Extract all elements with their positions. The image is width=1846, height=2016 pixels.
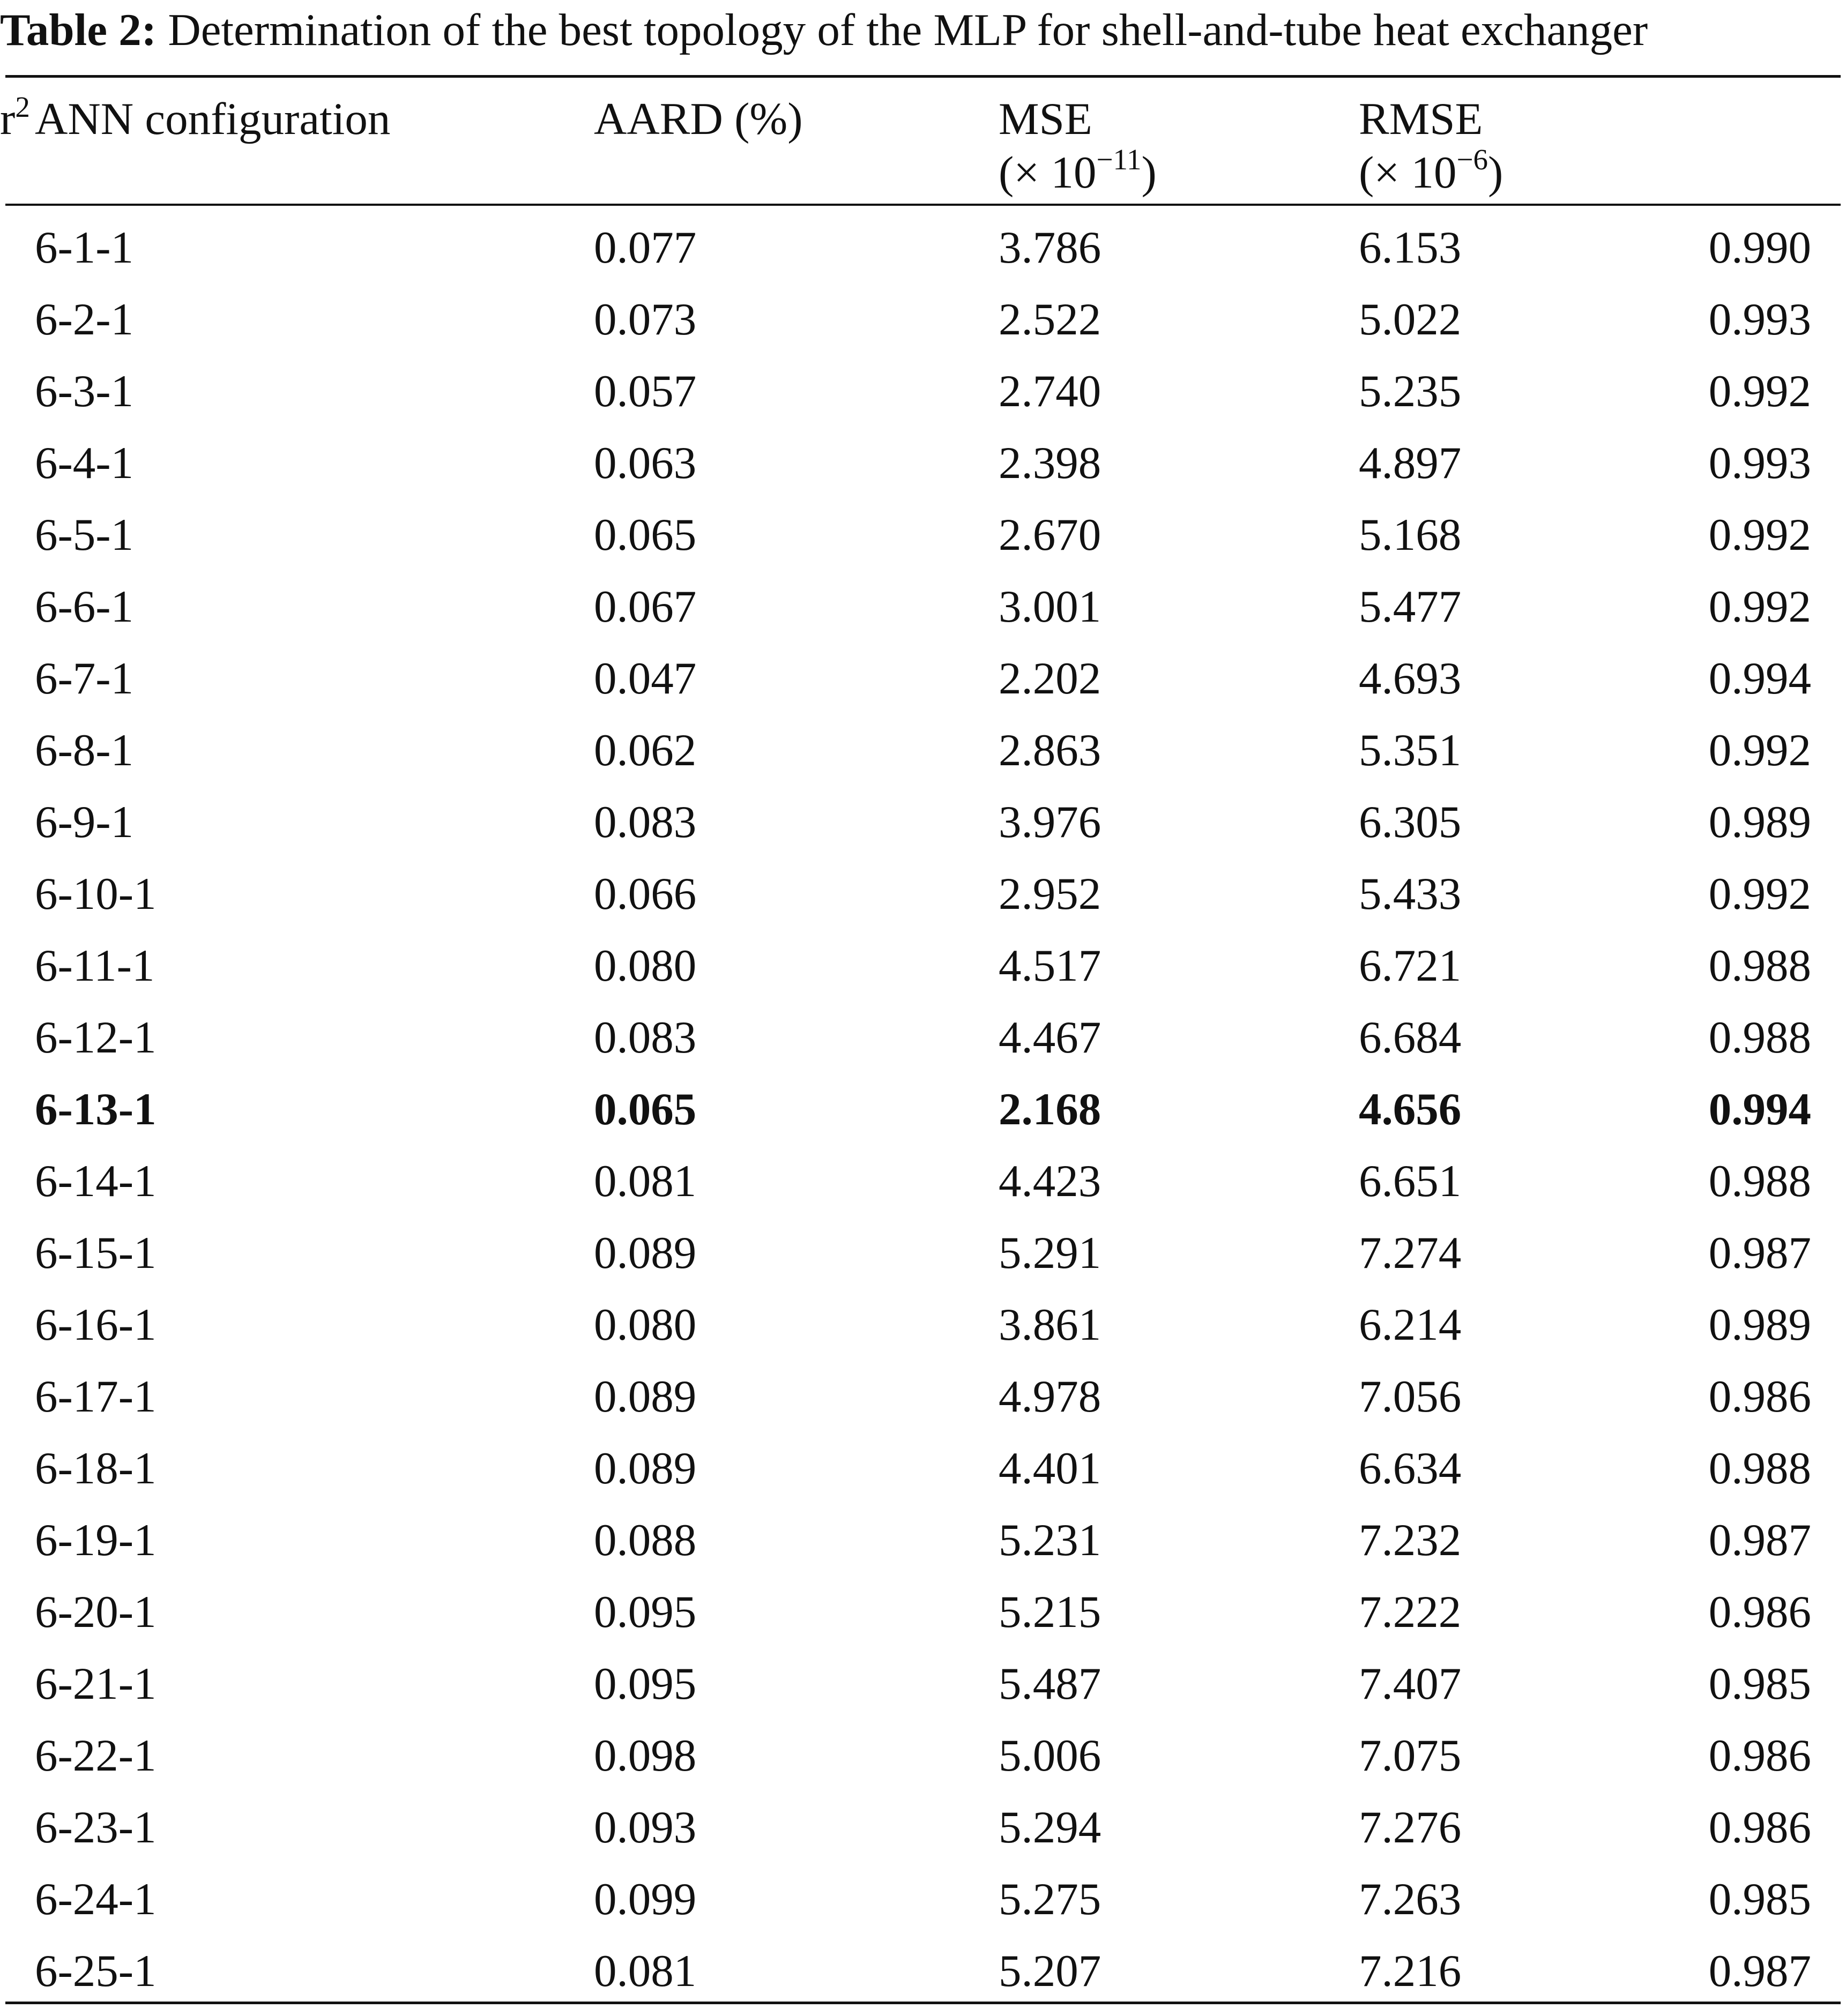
cell-rmse: 6.651 [1359,1156,1462,1206]
cell-config: 6-5-1 [35,510,134,560]
cell-config: 6-17-1 [35,1371,157,1422]
header-mse-scale: (× $10^{-11}$) [999,143,1157,198]
table-row [0,1011,1846,1082]
cell-config: 6-20-1 [35,1587,157,1637]
cell-mse: 2.740 [999,366,1101,416]
cell-rmse: 5.168 [1359,510,1462,560]
cell-mse: 3.976 [999,797,1101,847]
cell-mse: 5.006 [999,1730,1101,1781]
header-rule [5,204,1841,206]
header-rmse-label: RMSE [1359,94,1483,144]
cell-aard: 0.057 [594,366,697,416]
table-row [0,364,1846,436]
cell-mse: 2.202 [999,653,1101,704]
cell-aard: 0.066 [594,869,697,919]
cell-config: 6-2-1 [35,294,134,345]
cell-mse: 4.517 [999,940,1101,991]
header-rmse-scale: (× $10^{-6}$) [1359,143,1503,198]
table-row [0,795,1846,867]
table-row [0,1872,1846,1944]
cell-r2: 0.986 [1708,1587,1811,1637]
cell-config: 6-14-1 [35,1156,157,1206]
table-row [0,293,1846,364]
cell-r2: 0.986 [1708,1730,1811,1781]
cell-rmse: 5.477 [1359,581,1462,632]
cell-rmse: 6.684 [1359,1012,1462,1063]
cell-r2: 0.987 [1708,1946,1811,1996]
cell-rmse: 5.433 [1359,869,1462,919]
cell-config: 6-11-1 [35,940,155,991]
table-row [0,939,1846,1011]
cell-rmse: 7.232 [1359,1515,1462,1565]
cell-config: 6-19-1 [35,1515,157,1565]
cell-r2: 0.992 [1708,510,1811,560]
cell-mse: 5.207 [999,1946,1101,1996]
cell-mse: 4.401 [999,1443,1101,1494]
cell-rmse: 4.897 [1359,438,1462,488]
cell-mse: 3.861 [999,1300,1101,1350]
cell-r2: 0.988 [1708,1443,1811,1494]
cell-mse: 3.786 [999,222,1101,273]
cell-aard: 0.065 [594,1084,697,1134]
cell-r2: 0.994 [1708,653,1811,704]
cell-aard: 0.080 [594,940,697,991]
cell-aard: 0.083 [594,1012,697,1063]
table-row [0,508,1846,580]
cell-mse: 2.863 [999,725,1101,775]
cell-mse: 5.294 [999,1802,1101,1853]
cell-r2: 0.986 [1708,1371,1811,1422]
cell-rmse: 7.276 [1359,1802,1462,1853]
table-caption-label: Table 2: [0,5,157,55]
table-row [0,652,1846,723]
cell-aard: 0.093 [594,1802,697,1853]
cell-mse: 4.423 [999,1156,1101,1206]
cell-r2: 0.989 [1708,1300,1811,1350]
table-row [0,1082,1846,1154]
cell-mse: 5.487 [999,1659,1101,1709]
cell-aard: 0.067 [594,581,697,632]
cell-aard: 0.080 [594,1300,697,1350]
header-rmse [1359,92,1503,205]
cell-r2: 0.988 [1708,1012,1811,1063]
cell-rmse: 6.634 [1359,1443,1462,1494]
cell-config: 6-7-1 [35,653,134,704]
cell-aard: 0.065 [594,510,697,560]
cell-aard: 0.095 [594,1587,697,1637]
table-row [0,1370,1846,1442]
cell-rmse: 6.153 [1359,222,1462,273]
table-row [0,1801,1846,1872]
cell-mse: 5.231 [999,1515,1101,1565]
cell-config: 6-23-1 [35,1802,157,1853]
cell-rmse: 6.721 [1359,940,1462,991]
table-row [0,1154,1846,1226]
cell-r2: 0.986 [1708,1802,1811,1853]
cell-r2: 0.987 [1708,1228,1811,1278]
header-mse-label: MSE [999,94,1092,144]
cell-config: 6-12-1 [35,1012,157,1063]
table-row [0,221,1846,293]
table-row [0,1442,1846,1513]
cell-rmse: 7.407 [1359,1659,1462,1709]
cell-rmse: 5.351 [1359,725,1462,775]
cell-rmse: 7.274 [1359,1228,1462,1278]
header-mse [999,92,1157,205]
cell-aard: 0.063 [594,438,697,488]
cell-r2: 0.988 [1708,1156,1811,1206]
table-row [0,1298,1846,1370]
cell-config: 6-10-1 [35,869,157,919]
cell-config: 6-6-1 [35,581,134,632]
cell-r2: 0.985 [1708,1874,1811,1924]
cell-aard: 0.095 [594,1659,697,1709]
cell-config: 6-24-1 [35,1874,157,1924]
cell-rmse: 5.022 [1359,294,1462,345]
cell-config: 6-8-1 [35,725,134,775]
cell-aard: 0.077 [594,222,697,273]
cell-rmse: 7.056 [1359,1371,1462,1422]
cell-aard: 0.098 [594,1730,697,1781]
top-rule [5,75,1841,78]
cell-r2: 0.992 [1708,725,1811,775]
cell-config: 6-15-1 [35,1228,157,1278]
cell-mse: 4.978 [999,1371,1101,1422]
header-aard: AARD (%) [594,94,803,144]
cell-rmse: 4.693 [1359,653,1462,704]
cell-r2: 0.989 [1708,797,1811,847]
header-r2: $r^2$ [0,91,30,144]
cell-config: 6-1-1 [35,222,134,273]
cell-aard: 0.099 [594,1874,697,1924]
cell-mse: 2.168 [999,1084,1101,1134]
cell-rmse: 6.305 [1359,797,1462,847]
cell-r2: 0.992 [1708,366,1811,416]
cell-rmse: 7.075 [1359,1730,1462,1781]
table-row [0,436,1846,508]
cell-r2: 0.992 [1708,869,1811,919]
table-row [0,580,1846,652]
cell-mse: 2.522 [999,294,1101,345]
cell-r2: 0.985 [1708,1659,1811,1709]
cell-aard: 0.088 [594,1515,697,1565]
cell-r2: 0.990 [1708,222,1811,273]
cell-config: 6-4-1 [35,438,134,488]
cell-mse: 2.398 [999,438,1101,488]
cell-config: 6-22-1 [35,1730,157,1781]
cell-config: 6-13-1 [35,1084,157,1134]
cell-config: 6-25-1 [35,1946,157,1996]
cell-config: 6-21-1 [35,1659,157,1709]
cell-r2: 0.992 [1708,581,1811,632]
cell-rmse: 4.656 [1359,1084,1462,1134]
cell-r2: 0.994 [1708,1084,1811,1134]
cell-r2: 0.988 [1708,940,1811,991]
table-caption-text: Determination of the best topology of the MLP for shell-and-tube heat exchanger [168,5,1648,55]
cell-mse: 5.275 [999,1874,1101,1924]
cell-aard: 0.081 [594,1156,697,1206]
cell-rmse: 7.222 [1359,1587,1462,1637]
cell-r2: 0.987 [1708,1515,1811,1565]
cell-config: 6-18-1 [35,1443,157,1494]
cell-r2: 0.993 [1708,294,1811,345]
cell-aard: 0.089 [594,1228,697,1278]
cell-rmse: 6.214 [1359,1300,1462,1350]
cell-mse: 5.291 [999,1228,1101,1278]
cell-mse: 5.215 [999,1587,1101,1637]
cell-config: 6-16-1 [35,1300,157,1350]
table-row [0,723,1846,795]
table-row [0,1657,1846,1729]
cell-aard: 0.089 [594,1371,697,1422]
cell-config: 6-9-1 [35,797,134,847]
cell-aard: 0.047 [594,653,697,704]
cell-config: 6-3-1 [35,366,134,416]
table-body [0,221,1846,2016]
cell-aard: 0.089 [594,1443,697,1494]
cell-aard: 0.081 [594,1946,697,1996]
cell-mse: 4.467 [999,1012,1101,1063]
cell-aard: 0.083 [594,797,697,847]
header-config: ANN configuration [35,94,391,144]
cell-mse: 2.670 [999,510,1101,560]
cell-rmse: 7.216 [1359,1946,1462,1996]
table-row [0,1944,1846,2016]
cell-aard: 0.073 [594,294,697,345]
table-caption [0,3,1846,57]
cell-rmse: 7.263 [1359,1874,1462,1924]
bottom-rule [5,2002,1841,2004]
table-row [0,1585,1846,1657]
cell-aard: 0.062 [594,725,697,775]
cell-r2: 0.993 [1708,438,1811,488]
table-row [0,1729,1846,1801]
cell-rmse: 5.235 [1359,366,1462,416]
cell-mse: 3.001 [999,581,1101,632]
table-row [0,867,1846,939]
table-row [0,1226,1846,1298]
table-row [0,1513,1846,1585]
cell-mse: 2.952 [999,869,1101,919]
